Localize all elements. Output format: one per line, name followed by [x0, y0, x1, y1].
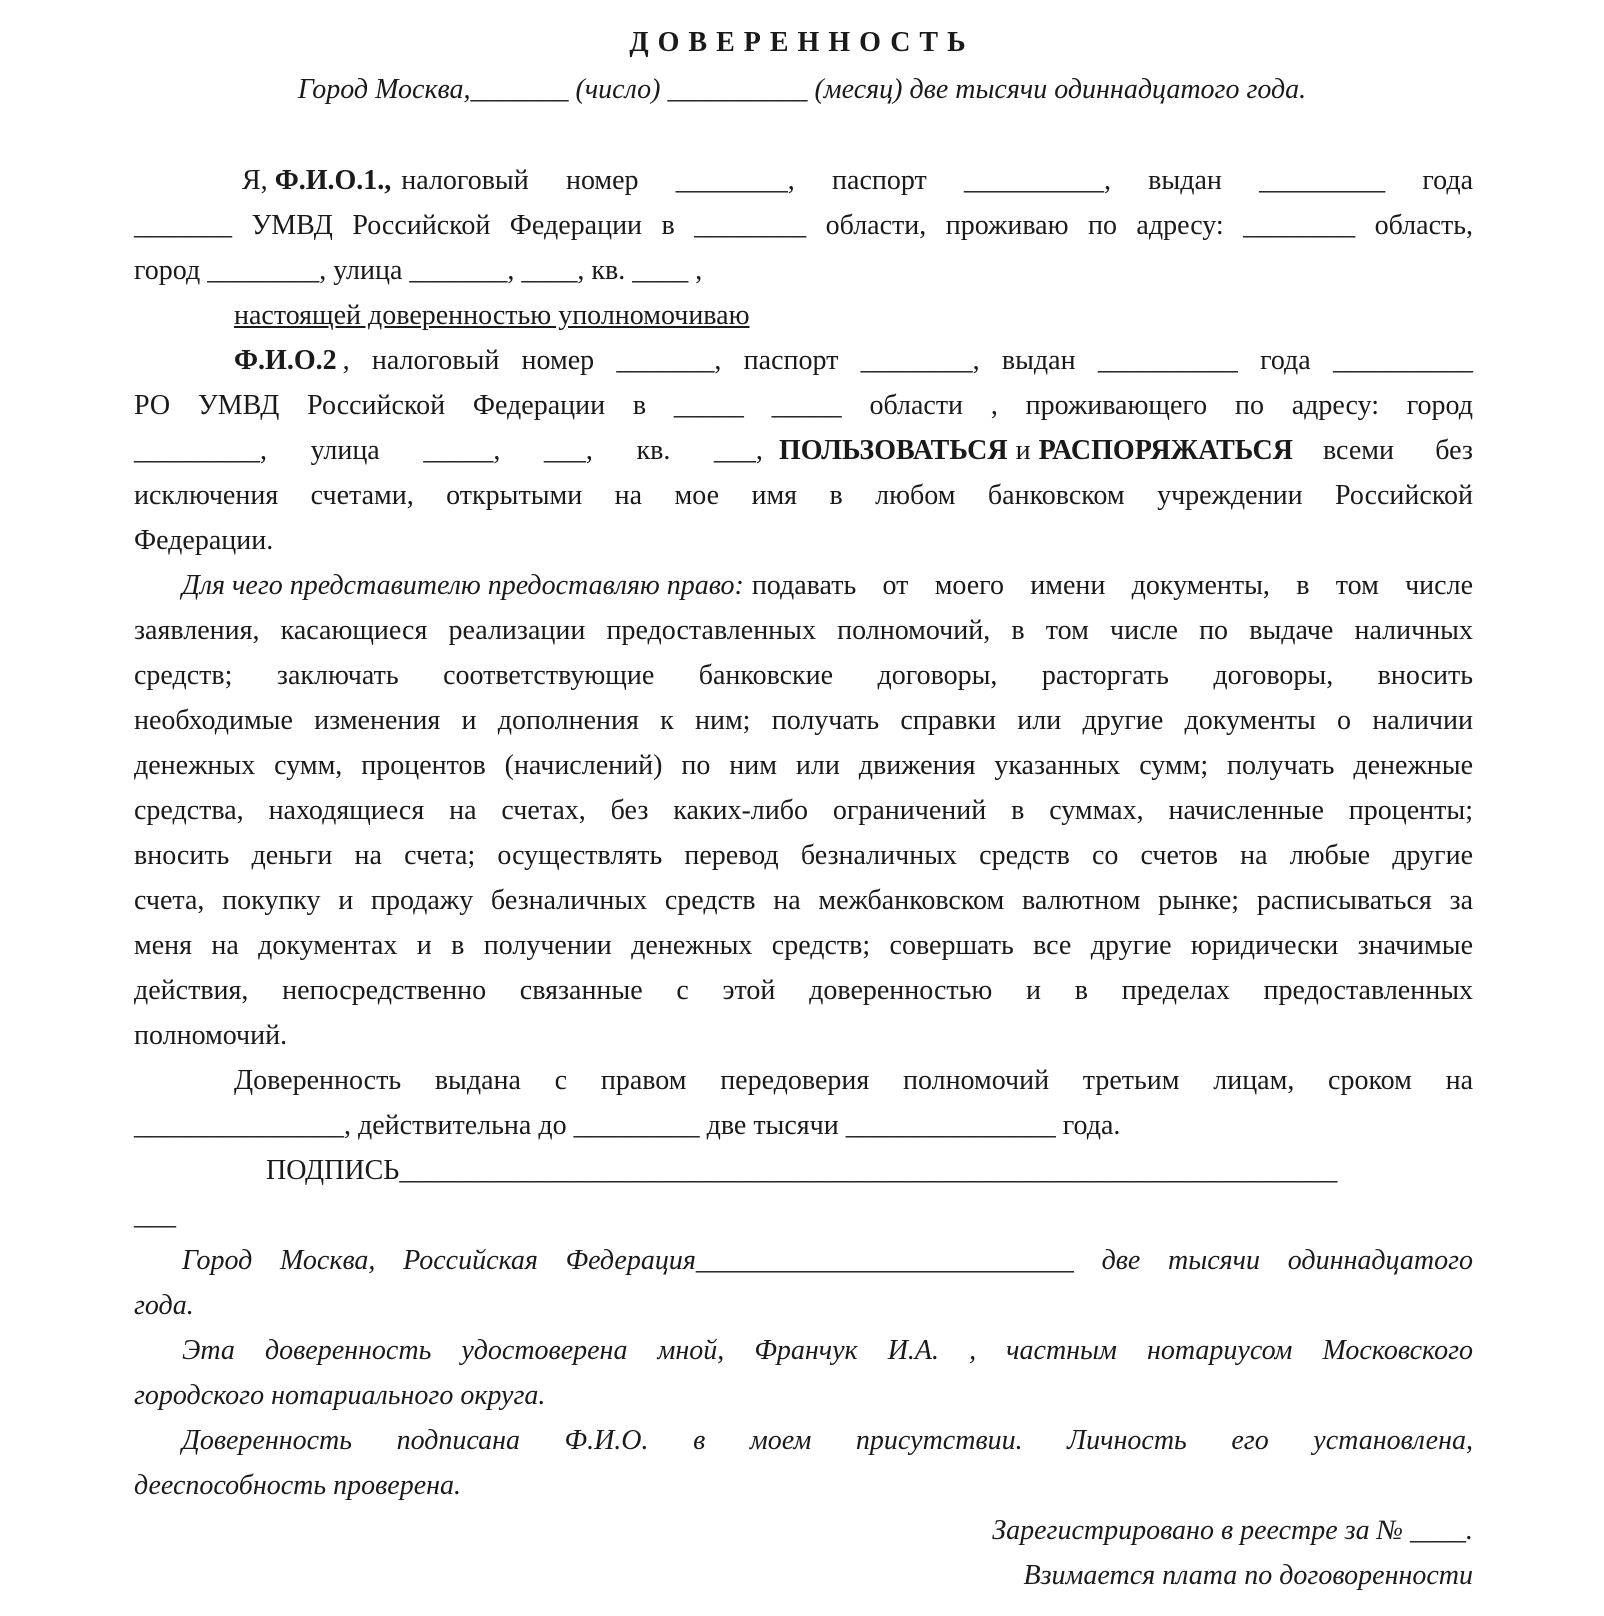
principal-line-2: _______ УМВД Российской Федерации в ________ области, проживаю по адресу: ________ область,	[134, 210, 1473, 241]
agent-line-5: Федерации.	[134, 525, 274, 556]
date-line: Город Москва,_______ (число) __________ (месяц) две тысячи одиннадцатого года.	[297, 74, 1307, 105]
agent-line-2: РО УМВД Российской Федерации в _____ _____ области , проживающего по адресу: город	[134, 390, 1473, 421]
powers-line-4: необходимые изменения и дополнения к ним; получать справки или другие документы о наличии	[134, 705, 1473, 736]
fee-line: Взимается плата по договоренности	[1023, 1560, 1473, 1591]
all-without: всеми без	[1323, 435, 1473, 466]
notary-place-line-2: года.	[134, 1290, 194, 1321]
powers-intro: Для чего представителю предоставляю право:	[182, 570, 744, 601]
use-keyword: ПОЛЬЗОВАТЬСЯ	[778, 435, 1008, 466]
notary-cert-line-2: городского нотариального округа.	[134, 1380, 546, 1411]
term-line-1: Доверенность выдана с правом передоверия полномочий третьим лицам, сроком на	[234, 1065, 1473, 1096]
registry-line: Зарегистрировано в реестре за № ____.	[992, 1515, 1473, 1546]
dispose-keyword: РАСПОРЯЖАТЬСЯ	[1038, 435, 1293, 466]
principal-details: налоговый номер ________, паспорт __________, выдан _________ года	[401, 165, 1473, 196]
powers-line-8: счета, покупку и продажу безналичных средств на межбанковском валютном рынке; расписываться за	[134, 885, 1473, 916]
principal-line-1	[242, 158, 1473, 204]
term-line-2: _______________, действительна до _________ две тысячи _______________ года.	[134, 1110, 1121, 1141]
powers-line-7: вносить деньги на счета; осуществлять перевод безналичных средств со счетов на любые другие	[134, 840, 1473, 871]
agent-address: _________, улица _____, ___, кв. ___,	[134, 435, 763, 466]
powers-line-11: полномочий.	[134, 1020, 288, 1051]
and-word: и	[1015, 435, 1031, 466]
powers-line-2: заявления, касающиеся реализации предоставленных полномочий, в том числе по выдаче наличных	[134, 615, 1473, 646]
powers-line-3: средств; заключать соответствующие банковские договоры, расторгать договоры, вносить	[134, 660, 1473, 691]
agent-line-4: исключения счетами, открытыми на мое имя в любом банковском учреждении Российской	[134, 480, 1473, 511]
agent-line-3	[134, 428, 1473, 474]
principal-pronoun: Я,	[242, 165, 268, 196]
document-title: ДОВЕРЕННОСТЬ	[629, 27, 975, 58]
principal-name: Ф.И.О.1.,	[274, 165, 392, 196]
signature-line: ПОДПИСЬ___________________________________________________________________	[266, 1155, 1338, 1186]
agent-details: , налоговый номер _______, паспорт ________, выдан __________ года __________	[342, 345, 1473, 376]
powers-first-right: подавать от моего имени документы, в том числе	[751, 570, 1473, 601]
agent-name: Ф.И.О.2	[234, 345, 337, 376]
notary-signed-line-2: дееспособность проверена.	[134, 1470, 462, 1501]
notary-cert-line-1: Эта доверенность удостоверена мной, Франчук И.А. , частным нотариусом Московского	[182, 1335, 1473, 1366]
powers-line-9: меня на документах и в получении денежных средств; совершать все другие юридически значимые	[134, 930, 1473, 961]
powers-line-1	[182, 563, 1473, 609]
principal-line-3: город ________, улица _______, ____, кв. ____ ,	[134, 255, 703, 286]
powers-line-6: средства, находящиеся на счетах, без каких-либо ограничений в суммах, начисленные проценты;	[134, 795, 1473, 826]
notary-signed-line-1: Доверенность подписана Ф.И.О. в моем присутствии. Личность его установлена,	[182, 1425, 1473, 1456]
powers-line-5: денежных сумм, процентов (начислений) по ним или движения указанных сумм; получать денежные	[134, 750, 1473, 781]
signature-tail: ___	[134, 1200, 176, 1231]
agent-line-1	[234, 338, 1473, 384]
notary-place-line-1: Город Москва, Российская Федерация___________________________ две тысячи одиннадцатого	[182, 1245, 1473, 1276]
powers-line-10: действия, непосредственно связанные с этой доверенностью и в пределах предоставленных	[134, 975, 1473, 1006]
authorize-phrase: настоящей доверенностью уполномочиваю	[234, 300, 750, 331]
